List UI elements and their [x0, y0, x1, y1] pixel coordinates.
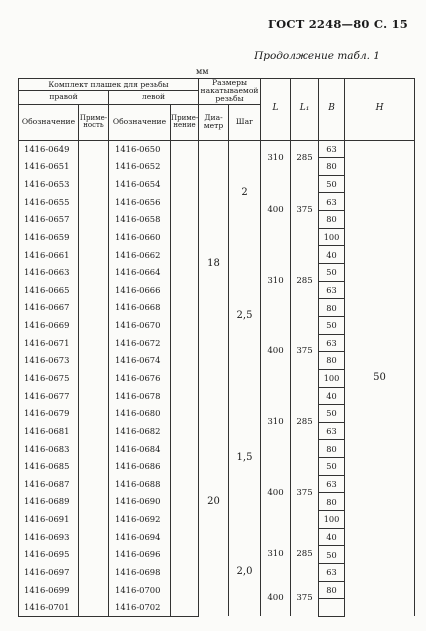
H-cell: 50: [345, 140, 415, 616]
header-left: левой: [109, 91, 199, 104]
application-left-cell: [171, 264, 199, 282]
designation-right: 1416-0679: [19, 405, 79, 423]
L-cell: 400: [261, 175, 291, 246]
application-right-cell: [79, 493, 109, 511]
designation-left: 1416-0672: [109, 334, 171, 352]
application-left-cell: [171, 511, 199, 529]
header-designation-right: Обозначение: [19, 104, 79, 140]
L-cell: 310: [261, 140, 291, 175]
application-left-cell: [171, 475, 199, 493]
designation-left: 1416-0652: [109, 158, 171, 176]
application-left-cell: [171, 158, 199, 176]
application-left-cell: [171, 211, 199, 229]
designation-right: 1416-0667: [19, 299, 79, 317]
application-left-cell: [171, 458, 199, 476]
B-cell: 40: [319, 528, 345, 546]
application-right-cell: [79, 140, 109, 158]
designation-right: 1416-0665: [19, 281, 79, 299]
L1-cell: 285: [291, 387, 319, 458]
application-right-cell: [79, 405, 109, 423]
B-cell: 100: [319, 369, 345, 387]
application-left-cell: [171, 546, 199, 564]
header-kit: Комплект плашек для резьбы: [19, 79, 199, 91]
B-cell: 50: [319, 264, 345, 282]
designation-left: 1416-0668: [109, 299, 171, 317]
application-right-cell: [79, 334, 109, 352]
L1-cell: 375: [291, 175, 319, 246]
application-left-cell: [171, 369, 199, 387]
application-left-cell: [171, 440, 199, 458]
application-left-cell: [171, 246, 199, 264]
L-cell: 310: [261, 246, 291, 317]
B-cell: 80: [319, 493, 345, 511]
application-right-cell: [79, 528, 109, 546]
application-left-cell: [171, 387, 199, 405]
designation-right: 1416-0661: [19, 246, 79, 264]
application-left-cell: [171, 352, 199, 370]
application-right-cell: [79, 316, 109, 334]
designation-left: 1416-0666: [109, 281, 171, 299]
pitch-cell: 2,0: [229, 528, 261, 616]
application-right-cell: [79, 511, 109, 529]
application-right-cell: [79, 369, 109, 387]
designation-left: 1416-0692: [109, 511, 171, 529]
B-cell: 40: [319, 246, 345, 264]
application-right-cell: [79, 228, 109, 246]
table-continuation-label: Продолжение табл. 1: [254, 50, 380, 62]
designation-right: 1416-0697: [19, 563, 79, 581]
designation-left: 1416-0684: [109, 440, 171, 458]
header-L: L: [261, 79, 291, 141]
header-thread-group: Размеры накатываемой резьбы: [199, 79, 261, 105]
application-left-cell: [171, 175, 199, 193]
application-left-cell: [171, 493, 199, 511]
L1-cell: 285: [291, 246, 319, 317]
L-cell: 400: [261, 458, 291, 529]
application-left-cell: [171, 581, 199, 599]
application-right-cell: [79, 563, 109, 581]
designation-left: 1416-0698: [109, 563, 171, 581]
designation-left: 1416-0656: [109, 193, 171, 211]
designation-left: 1416-0682: [109, 422, 171, 440]
designation-right: 1416-0673: [19, 352, 79, 370]
designation-left: 1416-0694: [109, 528, 171, 546]
designation-right: 1416-0653: [19, 175, 79, 193]
L-cell: 310: [261, 387, 291, 458]
B-cell: 80: [319, 440, 345, 458]
B-cell: 50: [319, 546, 345, 564]
designation-right: 1416-0663: [19, 264, 79, 282]
B-cell: 63: [319, 281, 345, 299]
application-right-cell: [79, 299, 109, 317]
L-cell: 400: [261, 581, 291, 616]
designation-right: 1416-0659: [19, 228, 79, 246]
application-left-cell: [171, 422, 199, 440]
table-body: [19, 140, 415, 616]
application-left-cell: [171, 563, 199, 581]
pitch-cell: 2,5: [229, 246, 261, 387]
L1-cell: 375: [291, 316, 319, 387]
header-L1: L₁: [291, 79, 319, 141]
L-cell: 400: [261, 316, 291, 387]
designation-left: 1416-0702: [109, 599, 171, 617]
application-right-cell: [79, 264, 109, 282]
B-cell: 63: [319, 193, 345, 211]
B-cell: 80: [319, 299, 345, 317]
B-cell: 80: [319, 211, 345, 229]
designation-right: 1416-0681: [19, 422, 79, 440]
header-H: H: [345, 79, 415, 141]
designation-right: 1416-0683: [19, 440, 79, 458]
designation-left: 1416-0660: [109, 228, 171, 246]
application-right-cell: [79, 581, 109, 599]
designation-left: 1416-0650: [109, 140, 171, 158]
page-title: ГОСТ 2248—80 С. 15: [268, 17, 408, 31]
application-right-cell: [79, 211, 109, 229]
B-cell: 63: [319, 140, 345, 158]
application-left-cell: [171, 405, 199, 423]
designation-right: 1416-0695: [19, 546, 79, 564]
L1-cell: 375: [291, 458, 319, 529]
application-left-cell: [171, 140, 199, 158]
application-right-cell: [79, 458, 109, 476]
designation-left: 1416-0686: [109, 458, 171, 476]
application-right-cell: [79, 422, 109, 440]
diameter-cell: 18: [199, 140, 229, 387]
designation-left: 1416-0662: [109, 246, 171, 264]
B-cell: 50: [319, 175, 345, 193]
application-left-cell: [171, 299, 199, 317]
application-right-cell: [79, 193, 109, 211]
application-right-cell: [79, 599, 109, 617]
B-cell: 50: [319, 458, 345, 476]
L1-cell: 375: [291, 581, 319, 616]
B-cell: 100: [319, 228, 345, 246]
header-right: правой: [19, 91, 109, 104]
B-cell: 50: [319, 405, 345, 423]
designation-right: 1416-0687: [19, 475, 79, 493]
designation-left: 1416-0700: [109, 581, 171, 599]
application-left-cell: [171, 334, 199, 352]
B-cell: 80: [319, 352, 345, 370]
designation-left: 1416-0664: [109, 264, 171, 282]
designation-right: 1416-0657: [19, 211, 79, 229]
designation-right: 1416-0693: [19, 528, 79, 546]
application-right-cell: [79, 440, 109, 458]
header-designation-left: Обозначение: [109, 104, 171, 140]
pitch-cell: 1,5: [229, 387, 261, 528]
B-cell: 40: [319, 387, 345, 405]
designation-right: 1416-0675: [19, 369, 79, 387]
designation-right: 1416-0649: [19, 140, 79, 158]
designation-left: 1416-0690: [109, 493, 171, 511]
header-application-left: Приме-нение: [171, 104, 199, 140]
L1-cell: 285: [291, 140, 319, 175]
header-diameter: Диа-метр: [199, 104, 229, 140]
application-right-cell: [79, 246, 109, 264]
application-left-cell: [171, 599, 199, 617]
designation-left: 1416-0658: [109, 211, 171, 229]
designation-right: 1416-0685: [19, 458, 79, 476]
B-cell: 80: [319, 158, 345, 176]
B-cell: 63: [319, 334, 345, 352]
designation-right: 1416-0655: [19, 193, 79, 211]
application-right-cell: [79, 158, 109, 176]
dies-table: [18, 78, 415, 617]
L1-cell: 285: [291, 528, 319, 581]
application-left-cell: [171, 228, 199, 246]
application-right-cell: [79, 475, 109, 493]
pitch-cell: 2: [229, 140, 261, 246]
designation-right: 1416-0689: [19, 493, 79, 511]
designation-right: 1416-0701: [19, 599, 79, 617]
application-left-cell: [171, 193, 199, 211]
application-right-cell: [79, 352, 109, 370]
units-label: мм: [196, 67, 209, 76]
designation-right: 1416-0677: [19, 387, 79, 405]
B-cell: [319, 599, 345, 617]
B-cell: 63: [319, 563, 345, 581]
header-B: B: [319, 79, 345, 141]
designation-right: 1416-0699: [19, 581, 79, 599]
header-application-right: Приме- ность: [79, 104, 109, 140]
B-cell: 100: [319, 511, 345, 529]
designation-left: 1416-0688: [109, 475, 171, 493]
application-right-cell: [79, 281, 109, 299]
application-right-cell: [79, 175, 109, 193]
designation-right: 1416-0691: [19, 511, 79, 529]
application-left-cell: [171, 528, 199, 546]
B-cell: 63: [319, 475, 345, 493]
designation-left: 1416-0678: [109, 387, 171, 405]
B-cell: 80: [319, 581, 345, 599]
designation-left: 1416-0670: [109, 316, 171, 334]
application-right-cell: [79, 546, 109, 564]
designation-right: 1416-0651: [19, 158, 79, 176]
B-cell: 63: [319, 422, 345, 440]
designation-left: 1416-0680: [109, 405, 171, 423]
designation-left: 1416-0696: [109, 546, 171, 564]
designation-left: 1416-0676: [109, 369, 171, 387]
application-left-cell: [171, 316, 199, 334]
application-right-cell: [79, 387, 109, 405]
L-cell: 310: [261, 528, 291, 581]
B-cell: 50: [319, 316, 345, 334]
header-pitch: Шаг: [229, 104, 261, 140]
application-left-cell: [171, 281, 199, 299]
designation-left: 1416-0674: [109, 352, 171, 370]
designation-left: 1416-0654: [109, 175, 171, 193]
diameter-cell: 20: [199, 387, 229, 616]
designation-right: 1416-0669: [19, 316, 79, 334]
table-row: [19, 140, 415, 158]
designation-right: 1416-0671: [19, 334, 79, 352]
